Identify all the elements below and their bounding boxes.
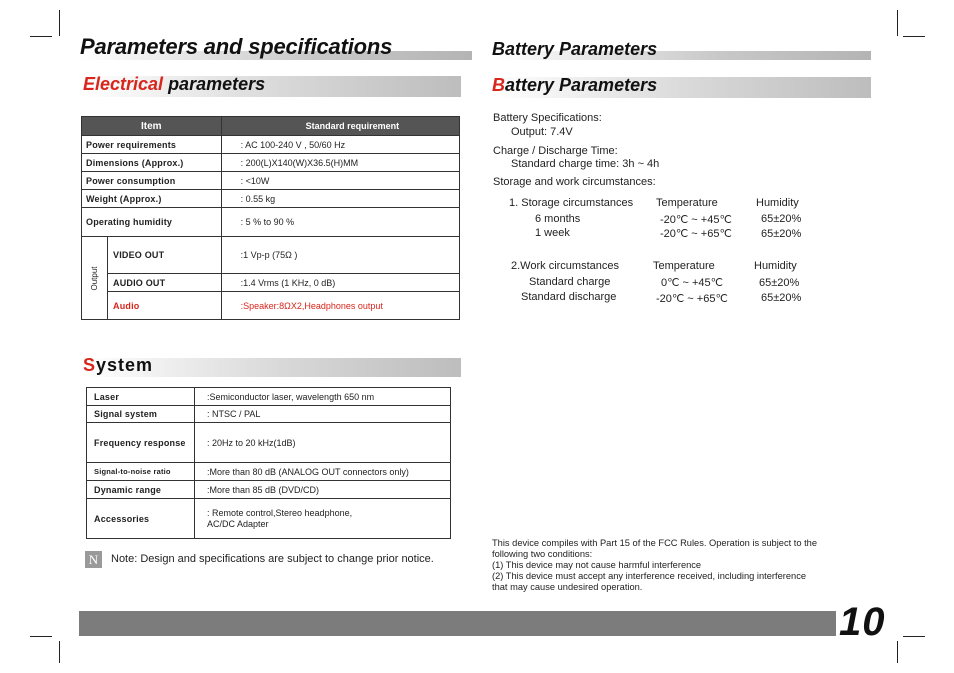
storage-row-hum: 65±20% bbox=[761, 228, 802, 240]
row-value: :Semiconductor laser, wavelength 650 nm bbox=[195, 388, 451, 406]
header-standard: Standard requirement bbox=[221, 117, 459, 136]
battery-heading-top: Battery Parameters bbox=[492, 39, 658, 59]
battery-output: Output: 7.4V bbox=[511, 126, 573, 138]
row-label: Power requirements bbox=[82, 136, 222, 154]
note-icon: N bbox=[85, 551, 102, 568]
row-label: Audio bbox=[108, 292, 222, 320]
row-value: :More than 85 dB (DVD/CD) bbox=[195, 481, 451, 499]
fcc-line: following two conditions: bbox=[492, 549, 593, 559]
work-row-label: Standard discharge bbox=[521, 291, 617, 303]
output-group-label bbox=[82, 237, 108, 320]
row-label: Signal-to-noise ratio bbox=[87, 463, 195, 481]
crop-mark bbox=[30, 36, 52, 37]
table-row bbox=[87, 423, 451, 463]
storage-label: Storage and work circumstances: bbox=[493, 176, 656, 188]
storage-row-label: 1 week bbox=[535, 227, 570, 239]
row-label: AUDIO OUT bbox=[108, 274, 222, 292]
note-text: Note: Design and specifications are subject to change prior notice. bbox=[111, 553, 434, 565]
work-title: 2.Work circumstances bbox=[511, 260, 619, 272]
crop-mark bbox=[897, 10, 898, 36]
work-hum-header: Humidity bbox=[754, 260, 797, 272]
work-row-hum: 65±20% bbox=[759, 277, 800, 289]
row-value: : 200(L)X140(W)X36.5(H)MM bbox=[221, 154, 459, 172]
system-title-first: S bbox=[83, 355, 97, 375]
row-label: Power consumption bbox=[82, 172, 222, 190]
fcc-line: that may cause undesired operation. bbox=[492, 582, 643, 592]
row-value: : Remote control,Stereo headphone, AC/DC Adapter bbox=[195, 499, 451, 539]
table-row bbox=[87, 463, 451, 481]
electrical-title-highlight: Electrical bbox=[83, 74, 164, 94]
crop-mark bbox=[903, 636, 925, 637]
table-row bbox=[82, 274, 460, 292]
table-row bbox=[87, 406, 451, 423]
charge-time: Standard charge time: 3h ~ 4h bbox=[511, 158, 660, 170]
table-row bbox=[82, 208, 460, 237]
table-row bbox=[82, 172, 460, 190]
row-value: :More than 80 dB (ANALOG OUT connectors only) bbox=[195, 463, 451, 481]
row-value: : 5 % to 90 % bbox=[221, 208, 459, 237]
row-label: Accessories bbox=[87, 499, 195, 539]
storage-row-temp: -20℃ ~ +65℃ bbox=[660, 228, 732, 240]
row-label: Laser bbox=[87, 388, 195, 406]
page-title: Parameters and specifications bbox=[80, 34, 393, 59]
fcc-statement bbox=[492, 538, 817, 593]
storage-title: 1. Storage circumstances bbox=[509, 197, 634, 209]
electrical-section-title bbox=[83, 74, 265, 95]
work-row-temp: -20℃ ~ +65℃ bbox=[656, 293, 728, 305]
storage-temp-header: Temperature bbox=[656, 197, 718, 209]
battery-title-first: B bbox=[492, 75, 505, 95]
row-value: :1.4 Vrms (1 KHz, 0 dB) bbox=[221, 274, 459, 292]
work-row-label: Standard charge bbox=[529, 276, 611, 288]
fcc-line: (1) This device may not cause harmful interference bbox=[492, 560, 702, 570]
table-row bbox=[87, 499, 451, 539]
table-row bbox=[82, 154, 460, 172]
header-item: Item bbox=[82, 117, 222, 136]
row-value: : <10W bbox=[221, 172, 459, 190]
table-row bbox=[82, 190, 460, 208]
table-row bbox=[82, 292, 460, 320]
table-row bbox=[87, 388, 451, 406]
table-row bbox=[82, 237, 460, 274]
work-row-hum: 65±20% bbox=[761, 292, 802, 304]
footer-bar bbox=[79, 611, 836, 636]
row-value: : NTSC / PAL bbox=[195, 406, 451, 423]
row-label: Signal system bbox=[87, 406, 195, 423]
fcc-line: This device compiles with Part 15 of the FCC Rules. Operation is subject to the bbox=[492, 538, 818, 548]
crop-mark bbox=[897, 641, 898, 663]
row-value: :Speaker:8ΩX2,Headphones output bbox=[221, 292, 459, 320]
storage-row-hum: 65±20% bbox=[761, 213, 802, 225]
row-value: : 0.55 kg bbox=[221, 190, 459, 208]
storage-row-temp: -20℃ ~ +45℃ bbox=[660, 214, 732, 226]
crop-mark bbox=[59, 10, 60, 36]
crop-mark bbox=[59, 641, 60, 663]
system-title-rest: ystem bbox=[96, 355, 154, 375]
work-row-temp: 0℃ ~ +45℃ bbox=[661, 277, 724, 289]
row-value: : AC 100-240 V , 50/60 Hz bbox=[221, 136, 459, 154]
battery-title-rest: attery Parameters bbox=[505, 75, 658, 95]
charge-label: Charge / Discharge Time: bbox=[493, 145, 618, 157]
storage-hum-header: Humidity bbox=[756, 197, 799, 209]
crop-mark bbox=[903, 36, 925, 37]
table-row bbox=[82, 136, 460, 154]
crop-mark bbox=[30, 636, 52, 637]
battery-section-title bbox=[492, 75, 657, 96]
electrical-title-rest: parameters bbox=[163, 74, 266, 94]
electrical-table bbox=[81, 116, 460, 320]
battery-spec-label: Battery Specifications: bbox=[493, 112, 602, 124]
row-label: VIDEO OUT bbox=[108, 237, 222, 274]
row-label: Frequency response bbox=[87, 423, 195, 463]
row-label: Dynamic range bbox=[87, 481, 195, 499]
storage-row-label: 6 months bbox=[535, 213, 581, 225]
fcc-line: (2) This device must accept any interference received, including interference bbox=[492, 571, 807, 581]
page-number: 10 bbox=[839, 600, 886, 644]
row-value: :1 Vp-p (75Ω ) bbox=[221, 237, 459, 274]
output-label: Output bbox=[90, 266, 99, 291]
system-table bbox=[86, 387, 451, 539]
row-value: : 20Hz to 20 kHz(1dB) bbox=[195, 423, 451, 463]
system-section-title bbox=[83, 355, 153, 376]
work-temp-header: Temperature bbox=[653, 260, 715, 272]
row-label: Weight (Approx.) bbox=[82, 190, 222, 208]
row-label: Dimensions (Approx.) bbox=[82, 154, 222, 172]
table-row bbox=[87, 481, 451, 499]
row-label: Operating humidity bbox=[82, 208, 222, 237]
